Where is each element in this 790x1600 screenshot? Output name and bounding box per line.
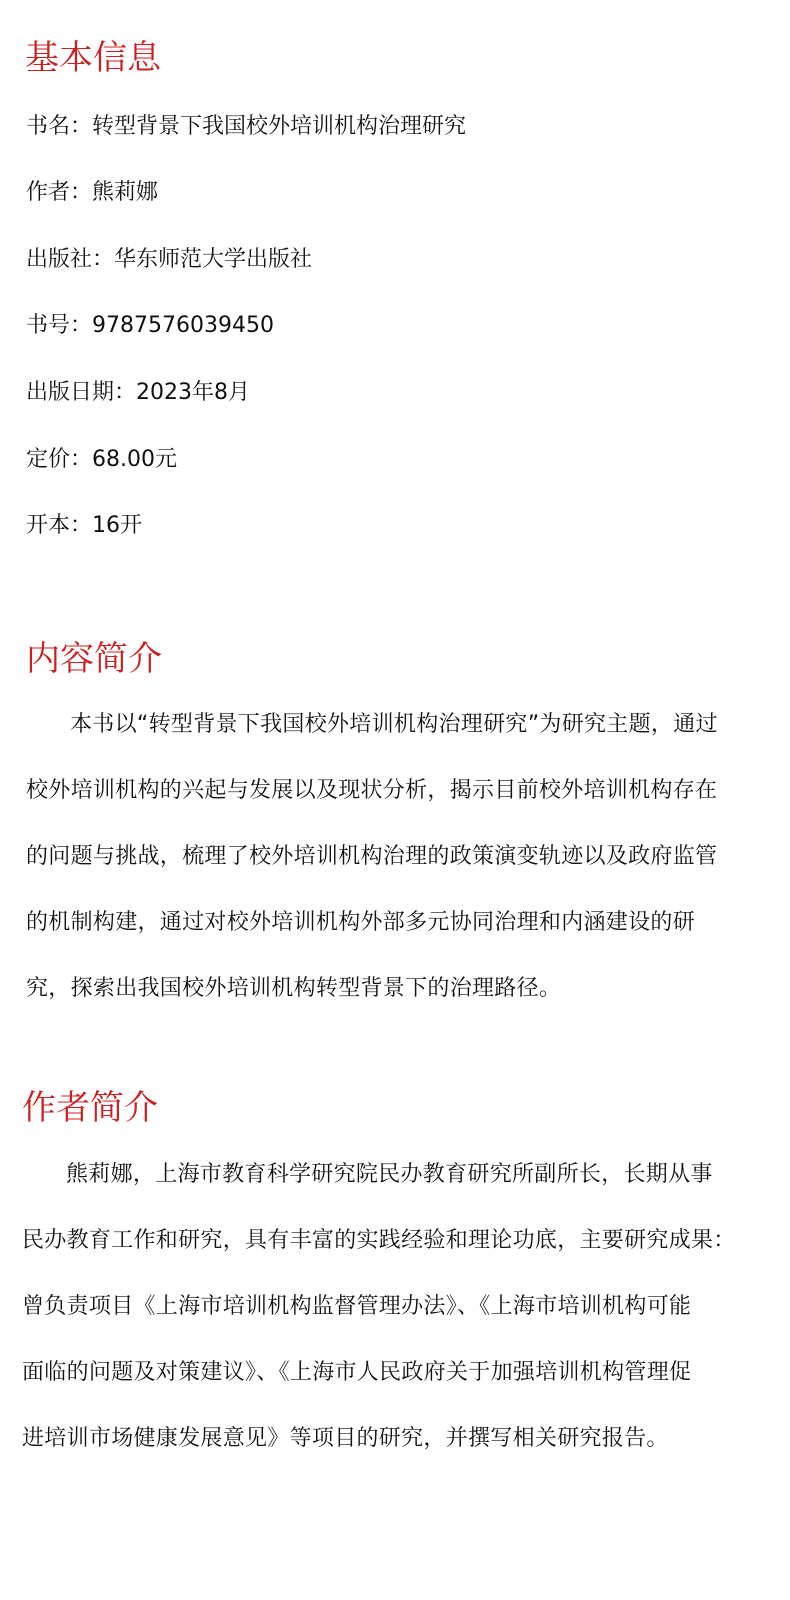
info-row-price xyxy=(26,445,177,475)
info-row-isbn xyxy=(26,311,274,341)
paragraph-line: 的机制构建，通过对校外培训机构外部多元协同治理和内涵建设的研 xyxy=(26,910,696,935)
info-label: 作者： xyxy=(26,180,93,205)
paragraph-line: 面临的问题及对策建议》、《上海市人民政府关于加强培训机构管理促 xyxy=(22,1360,692,1385)
info-value: 华东师范大学出版社 xyxy=(114,247,313,272)
info-label: 书名： xyxy=(26,114,93,139)
info-value: 16开 xyxy=(92,513,143,538)
info-value: 熊莉娜 xyxy=(92,180,159,205)
paragraph-line: 校外培训机构的兴起与发展以及现状分析，揭示目前校外培训机构存在 xyxy=(26,778,718,803)
content-intro-paragraph xyxy=(26,710,754,1040)
info-value: 转型背景下我国校外培训机构治理研究 xyxy=(92,114,467,139)
paragraph-line: 的问题与挑战，梳理了校外培训机构治理的政策演变轨迹以及政府监管 xyxy=(26,844,718,869)
paragraph-line: 民办教育工作和研究，具有丰富的实践经验和理论功底，主要研究成果： xyxy=(22,1228,736,1253)
info-row-format xyxy=(26,511,142,541)
info-label: 出版社： xyxy=(26,247,115,272)
author-intro-heading: 作者简介 xyxy=(22,1088,158,1128)
paragraph-line: 究，探索出我国校外培训机构转型背景下的治理路径。 xyxy=(26,976,562,1001)
info-row-publisher xyxy=(26,245,312,275)
info-value: 2023年8月 xyxy=(136,380,251,405)
paragraph-line: 本书以“转型背景下我国校外培训机构治理研究”为研究主题，通过 xyxy=(70,712,718,737)
info-label: 书号： xyxy=(26,313,93,338)
content-intro-heading: 内容简介 xyxy=(26,639,162,679)
info-label: 开本： xyxy=(26,513,93,538)
info-row-pubdate xyxy=(26,378,250,408)
info-label: 定价： xyxy=(26,447,93,472)
paragraph-line: 进培训市场健康发展意见》等项目的研究，并撰写相关研究报告。 xyxy=(22,1426,669,1451)
basic-info-heading: 基本信息 xyxy=(25,38,161,78)
info-value: 9787576039450 xyxy=(92,313,274,338)
paragraph-line: 熊莉娜，上海市教育科学研究院民办教育研究所副所长，长期从事 xyxy=(66,1162,713,1187)
author-intro-paragraph xyxy=(22,1160,754,1490)
info-row-title xyxy=(26,112,466,142)
paragraph-line: 曾负责项目《上海市培训机构监督管理办法》、《上海市培训机构可能 xyxy=(22,1294,692,1319)
info-label: 出版日期： xyxy=(26,380,137,405)
info-row-author xyxy=(26,178,158,208)
info-value: 68.00元 xyxy=(92,447,177,472)
